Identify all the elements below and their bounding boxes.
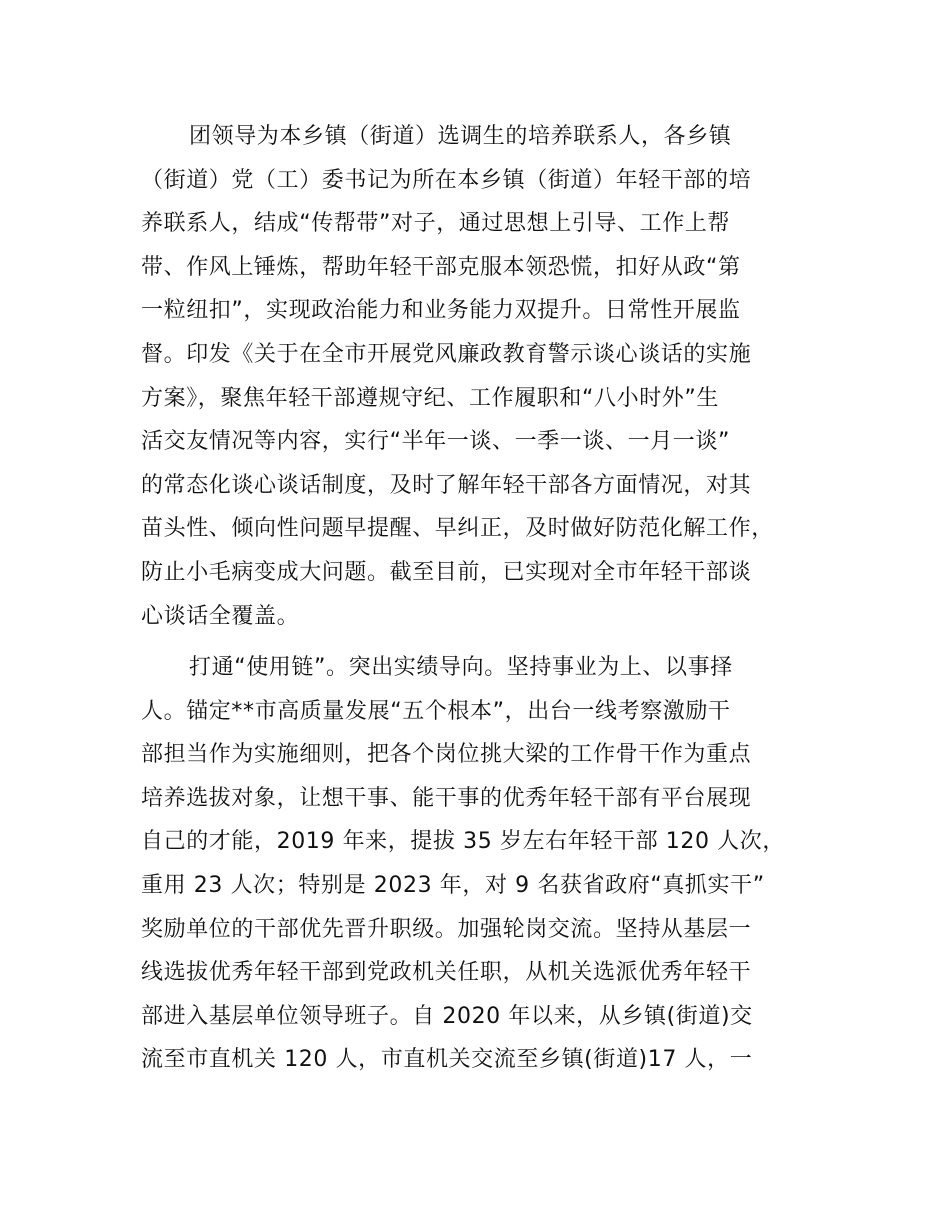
paragraph-2 — [141, 646, 841, 1082]
paragraph-line: 带、作风上锤炼，帮助年轻干部克服本领恐慌，扣好从政“第 — [141, 254, 741, 280]
paragraph-line: 督。印发《关于在全市开展党风廉政教育警示谈心谈话的实施 — [141, 341, 752, 367]
paragraph-line: 养联系人，结成“传帮带”对子，通过思想上引导、工作上帮 — [141, 211, 730, 237]
paragraph-line: 打通“使用链”。突出实绩导向。坚持事业为上、以事择 — [189, 655, 733, 680]
paragraph-1 — [141, 115, 841, 638]
paragraph-line: 的常态化谈心谈话制度，及时了解年轻干部各方面情况，对其 — [141, 472, 752, 498]
paragraph-line: 防止小毛病变成大问题。截至目前，已实现对全市年轻干部谈 — [141, 559, 752, 585]
paragraph-line: 培养选拔对象，让想干事、能干事的优秀年轻干部有平台展现 — [141, 785, 752, 811]
paragraph-line: （街道）党（工）委书记为所在本乡镇（街道）年轻干部的培 — [141, 167, 752, 193]
paragraph-line: 重用 23 人次；特别是 2023 年，对 9 名获省政府“真抓实干” — [141, 872, 765, 898]
paragraph-line: 团领导为本乡镇（街道）选调生的培养联系人，各乡镇 — [189, 124, 732, 149]
paragraph-line: 人。锚定**市高质量发展“五个根本”，出台一线考察激励干 — [141, 698, 731, 724]
paragraph-line: 方案》，聚焦年轻干部遵规守纪、工作履职和“八小时外”生 — [141, 385, 719, 411]
paragraph-line: 流至市直机关 120 人，市直机关交流至乡镇(街道)17 人，一 — [141, 1047, 753, 1073]
paragraph-line: 苗头性、倾向性问题早提醒、早纠正，及时做好防范化解工作， — [141, 516, 774, 542]
paragraph-line: 奖励单位的干部优先晋升职级。加强轮岗交流。坚持从基层一 — [141, 916, 752, 942]
paragraph-line: 部担当作为实施细则，把各个岗位挑大梁的工作骨干作为重点 — [141, 742, 752, 768]
paragraph-line: 活交友情况等内容，实行“半年一谈、一季一谈、一月一谈” — [141, 429, 730, 455]
paragraph-line: 一粒纽扣”，实现政治能力和业务能力双提升。日常性开展监 — [141, 298, 741, 324]
paragraph-line: 线选拔优秀年轻干部到党政机关任职，从机关选派优秀年轻干 — [141, 960, 752, 986]
paragraph-line: 自己的才能，2019 年来，提拔 35 岁左右年轻干部 120 人次， — [141, 829, 785, 855]
paragraph-line: 部进入基层单位领导班子。自 2020 年以来，从乡镇(街道)交 — [141, 1003, 753, 1029]
paragraph-line: 心谈话全覆盖。 — [141, 603, 300, 629]
